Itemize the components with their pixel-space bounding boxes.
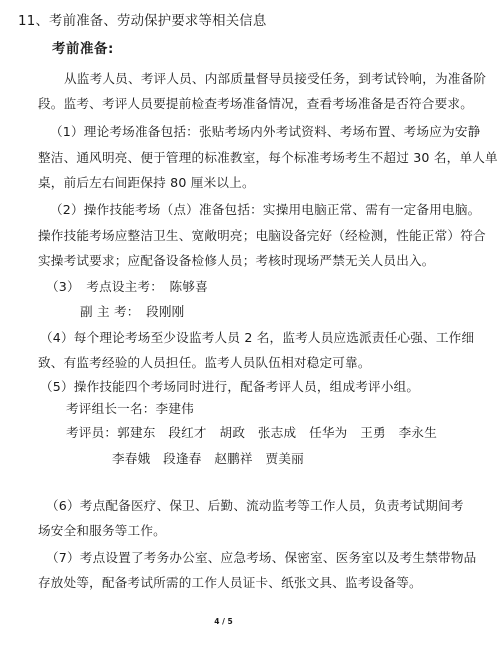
- page-number: 4 / 5: [214, 617, 233, 626]
- item7-line-2: 存放处等，配备考试所需的工作人员证卡、纸张文具、监考设备等。: [38, 575, 422, 590]
- item2-line-1: （2）操作技能考场（点）准备包括：实操用电脑正常、需有一定备用电脑。: [50, 202, 481, 217]
- item2-line-2: 操作技能考场应整洁卫生、宽敞明亮；电脑设备完好（经检测，性能正常）符合: [38, 228, 486, 243]
- item7-line-1: （7）考点设置了考务办公室、应急考场、保密室、医务室以及考生禁带物品: [46, 550, 477, 565]
- item6-line-1: （6）考点配备医疗、保卫、后勤、流动监考等工作人员，负责考试期间考: [46, 498, 464, 513]
- item3-deputy-examiner: 副 主 考： 段刚刚: [80, 304, 185, 319]
- section-subheading: 考前准备:: [52, 42, 114, 57]
- item1-line-1: （1）理论考场准备包括：张贴考场内外考试资料、考场布置、考场应为安静: [50, 124, 481, 139]
- item1-line-2: 整洁、通风明亮、便于管理的标准教室，每个标准考场考生不超过 30 名，单人单: [38, 150, 498, 165]
- item6-line-2: 场安全和服务等工作。: [38, 523, 166, 538]
- item1-line-3: 桌，前后左右间距保持 80 厘米以上。: [38, 175, 255, 190]
- item4-line-2: 致、有监考经验的人员担任。监考人员队伍相对稳定可靠。: [38, 355, 371, 370]
- evaluators-line-1: 考评员：郭建东 段红才 胡政 张志成 任华为 王勇 李永生: [66, 425, 438, 440]
- item3-chief-examiner: （3） 考点设主考： 陈够喜: [46, 279, 208, 294]
- intro-line-1: 从监考人员、考评人员、内部质量督导员接受任务，到考试铃响，为准备阶: [64, 71, 487, 86]
- item4-line-1: （4）每个理论考场至少设监考人员 2 名，监考人员应选派责任心强、工作细: [40, 330, 475, 345]
- intro-line-2: 段。监考、考评人员要提前检查考场准备情况，查看考场准备是否符合要求。: [38, 96, 473, 111]
- item5-line: （5）操作技能四个考场同时进行，配备考评人员，组成考评小组。: [40, 379, 420, 394]
- section-title: 11、考前准备、劳动保护要求等相关信息: [18, 14, 267, 29]
- item2-line-3: 实操考试要求；应配备设备检修人员；考核时现场严禁无关人员出入。: [38, 253, 435, 268]
- evaluators-line-2: 李春娥 段逢春 赵鹏祥 贾美丽: [112, 451, 304, 466]
- group-leader: 考评组长一名：李建伟: [66, 401, 194, 416]
